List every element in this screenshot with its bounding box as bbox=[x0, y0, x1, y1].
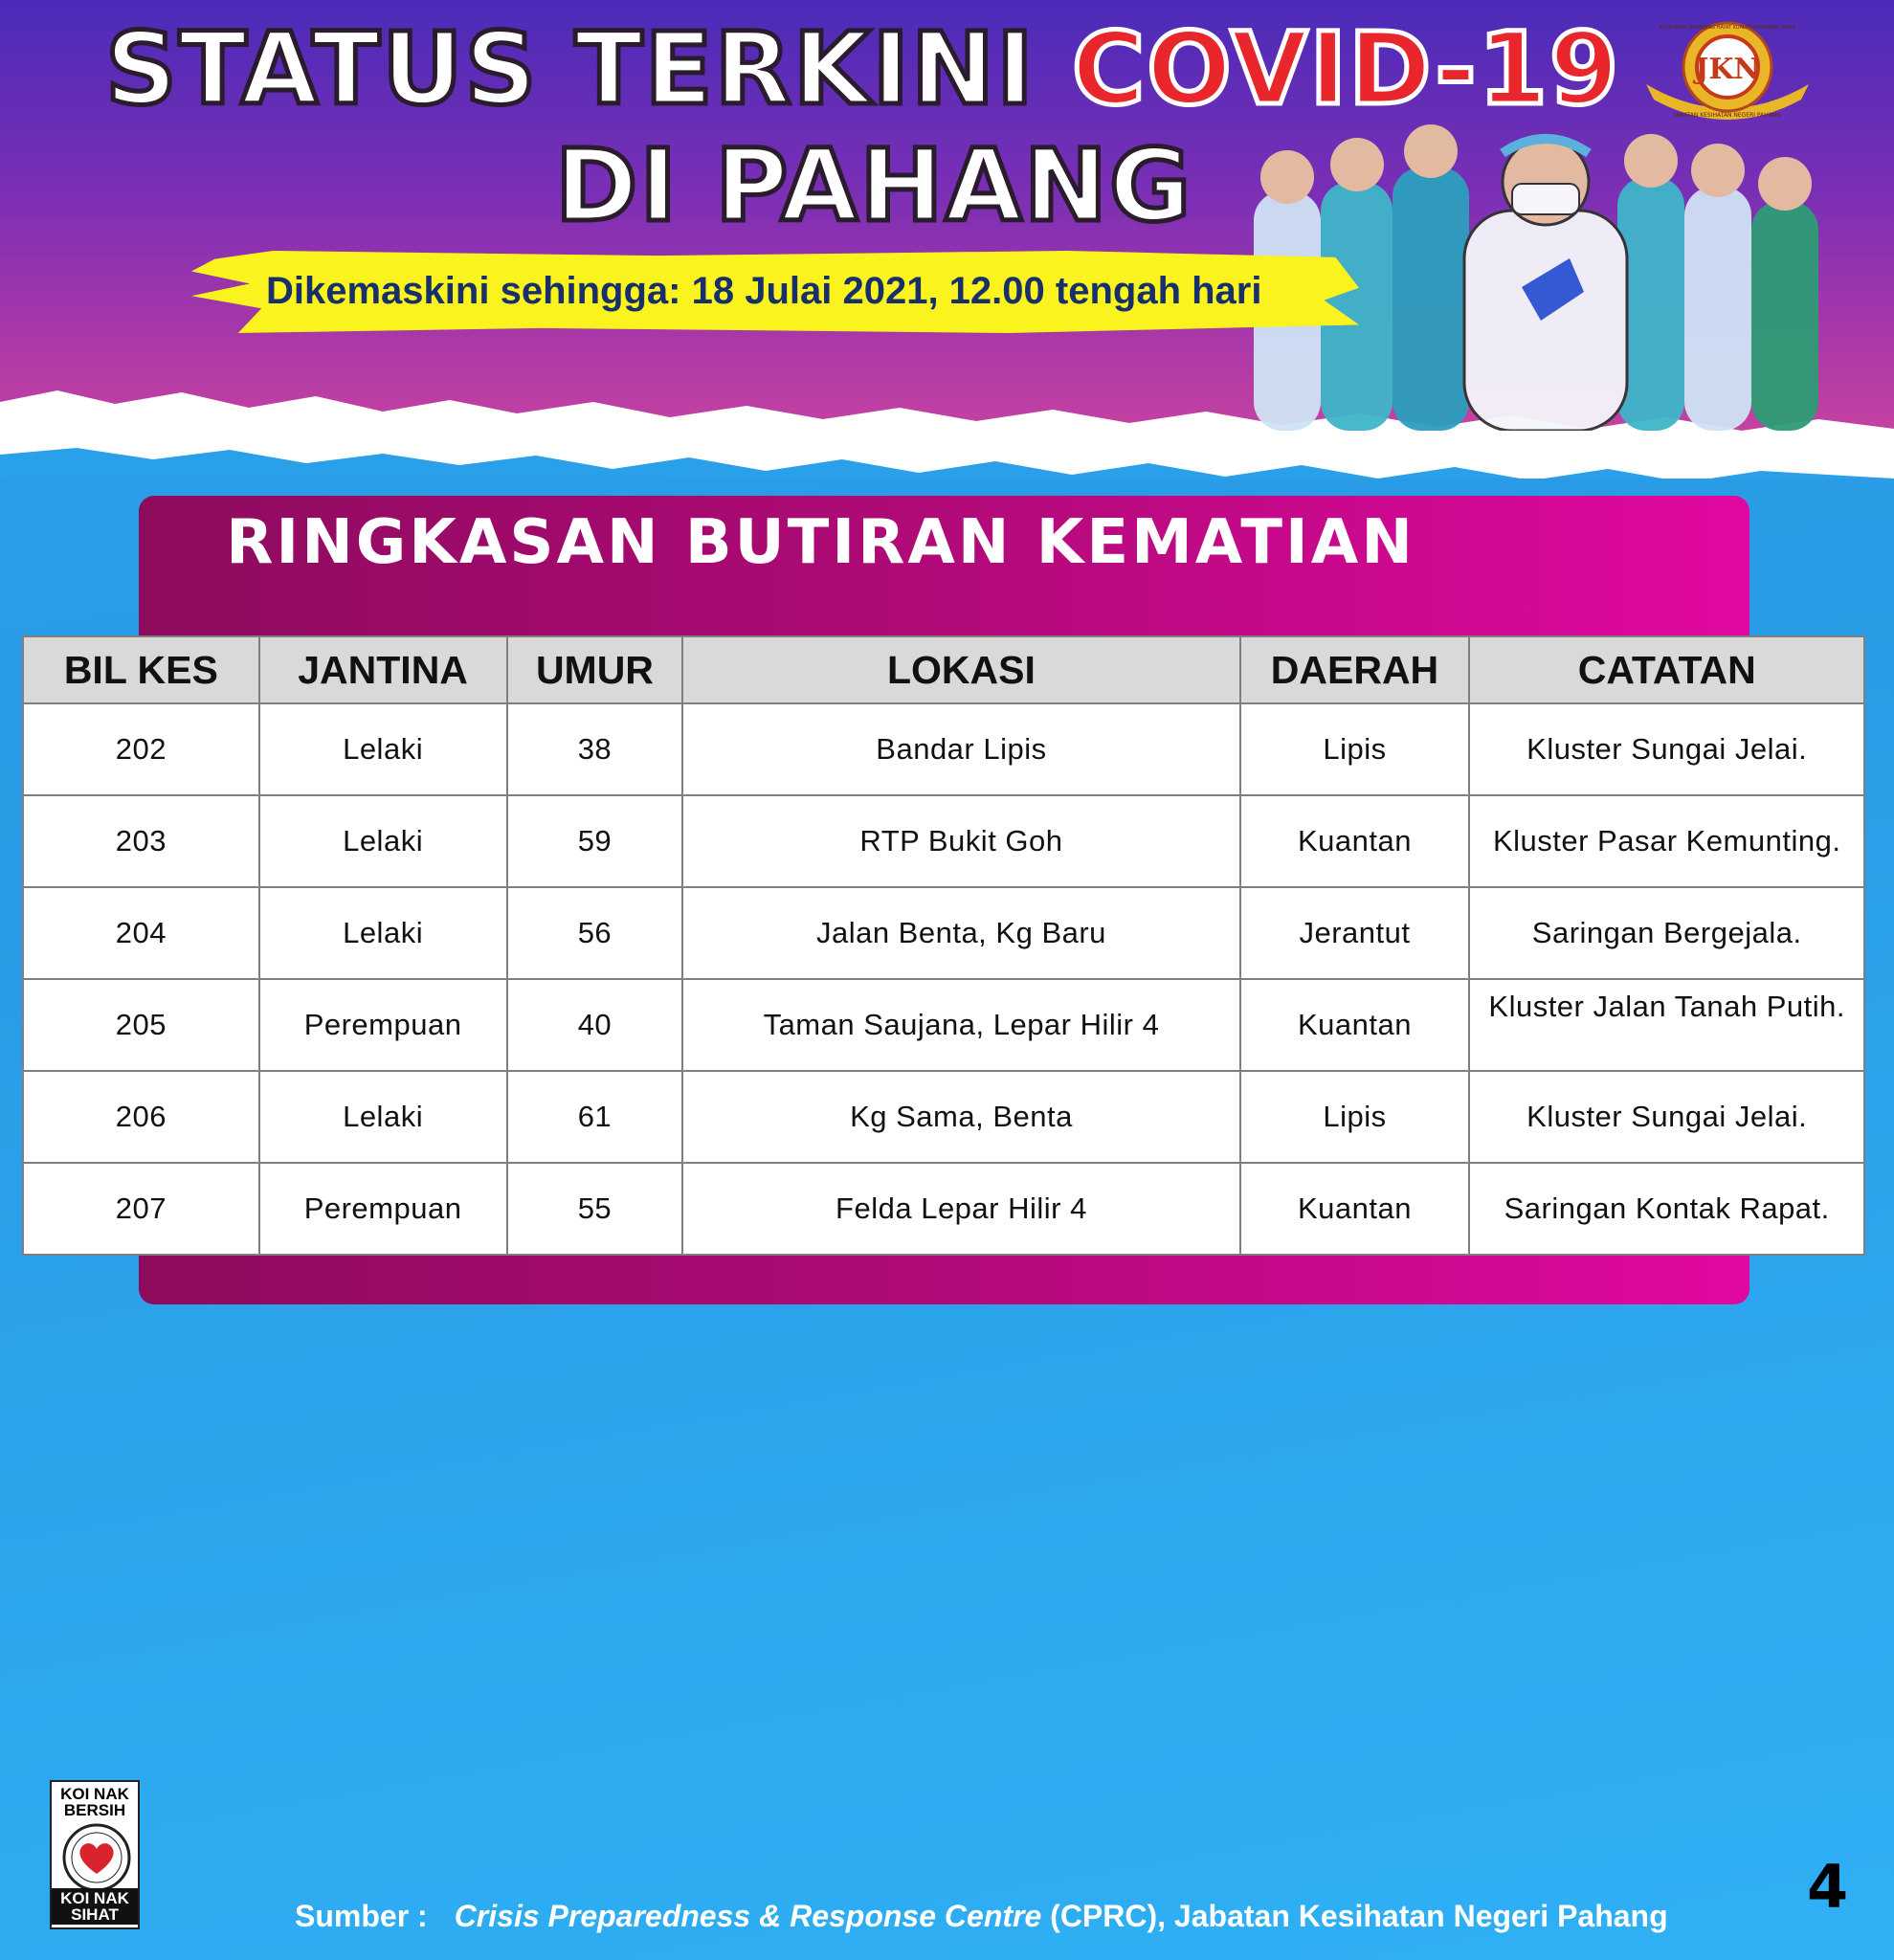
cell-bil-kes: 202 bbox=[23, 703, 259, 795]
title-covid-highlight: COVID-19 bbox=[1071, 11, 1621, 127]
cell-lokasi: Taman Saujana, Lepar Hilir 4 bbox=[682, 979, 1239, 1071]
title-part1: STATUS TERKINI bbox=[105, 11, 1072, 127]
cell-daerah: Jerantut bbox=[1240, 887, 1470, 979]
cell-umur: 40 bbox=[507, 979, 683, 1071]
cell-jantina: Lelaki bbox=[259, 887, 507, 979]
source-rest: (CPRC), Jabatan Kesihatan Negeri Pahang bbox=[1041, 1899, 1668, 1933]
cell-jantina: Perempuan bbox=[259, 1163, 507, 1255]
title-line2: DI PAHANG bbox=[555, 127, 1193, 244]
cell-catatan: Kluster Jalan Tanah Putih. bbox=[1469, 979, 1864, 1071]
cell-bil-kes: 204 bbox=[23, 887, 259, 979]
section-title: RINGKASAN BUTIRAN KEMATIAN bbox=[226, 507, 1415, 578]
cell-bil-kes: 207 bbox=[23, 1163, 259, 1255]
cell-lokasi: Bandar Lipis bbox=[682, 703, 1239, 795]
cell-daerah: Kuantan bbox=[1240, 979, 1470, 1071]
source-credit bbox=[295, 1899, 1668, 1934]
cell-catatan: Saringan Bergejala. bbox=[1469, 887, 1864, 979]
cell-umur: 38 bbox=[507, 703, 683, 795]
cell-daerah: Kuantan bbox=[1240, 1163, 1470, 1255]
header-umur: UMUR bbox=[507, 636, 683, 703]
header-jantina: JANTINA bbox=[259, 636, 507, 703]
logo-caption: JABATAN KESIHATAN NEGERI PAHANG bbox=[1673, 112, 1782, 119]
table-row bbox=[23, 887, 1864, 979]
cell-catatan: Kluster Sungai Jelai. bbox=[1469, 703, 1864, 795]
cell-lokasi: Kg Sama, Benta bbox=[682, 1071, 1239, 1163]
cell-umur: 55 bbox=[507, 1163, 683, 1255]
cell-lokasi: RTP Bukit Goh bbox=[682, 795, 1239, 887]
cell-umur: 59 bbox=[507, 795, 683, 887]
cell-umur: 56 bbox=[507, 887, 683, 979]
header-catatan: CATATAN bbox=[1469, 636, 1864, 703]
header-lokasi: LOKASI bbox=[682, 636, 1239, 703]
table-row bbox=[23, 795, 1864, 887]
cell-jantina: Perempuan bbox=[259, 979, 507, 1071]
jkn-logo bbox=[1637, 17, 1818, 122]
cell-bil-kes: 203 bbox=[23, 795, 259, 887]
cell-lokasi: Felda Lepar Hilir 4 bbox=[682, 1163, 1239, 1255]
update-timestamp: Dikemaskini sehingga: 18 Julai 2021, 12.00 tengah hari bbox=[266, 270, 1262, 312]
deaths-table bbox=[22, 635, 1865, 1256]
header-banner bbox=[0, 0, 1894, 479]
logo-arc-text: KESIHATAN SEPANJANG HAYAT KUALITI SEPANJANG MASA bbox=[1660, 25, 1795, 31]
table-row bbox=[23, 979, 1864, 1071]
table-row bbox=[23, 1071, 1864, 1163]
table-header-row bbox=[23, 636, 1864, 703]
page-number: 4 bbox=[1807, 1852, 1849, 1922]
heart-hands-icon bbox=[61, 1822, 132, 1893]
cell-jantina: Lelaki bbox=[259, 703, 507, 795]
table-row bbox=[23, 703, 1864, 795]
badge-bottom-text: KOI NAK SIHAT bbox=[52, 1888, 138, 1925]
logo-jkn-text: JKN bbox=[1695, 53, 1760, 86]
cell-jantina: Lelaki bbox=[259, 795, 507, 887]
header-bil-kes: BIL KES bbox=[23, 636, 259, 703]
koi-nak-sihat-badge bbox=[50, 1780, 140, 1929]
cell-daerah: Lipis bbox=[1240, 1071, 1470, 1163]
cell-lokasi: Jalan Benta, Kg Baru bbox=[682, 887, 1239, 979]
badge-top-text: KOI NAK BERSIH bbox=[60, 1785, 129, 1819]
cell-catatan: Kluster Sungai Jelai. bbox=[1469, 1071, 1864, 1163]
cell-bil-kes: 206 bbox=[23, 1071, 259, 1163]
source-org: Crisis Preparedness & Response Centre bbox=[454, 1899, 1042, 1933]
cell-catatan: Kluster Pasar Kemunting. bbox=[1469, 795, 1864, 887]
source-label: Sumber : bbox=[295, 1899, 428, 1933]
table-row bbox=[23, 1163, 1864, 1255]
header-daerah: DAERAH bbox=[1240, 636, 1470, 703]
cell-daerah: Lipis bbox=[1240, 703, 1470, 795]
cell-catatan: Saringan Kontak Rapat. bbox=[1469, 1163, 1864, 1255]
main-title bbox=[105, 11, 1621, 127]
cell-daerah: Kuantan bbox=[1240, 795, 1470, 887]
cell-bil-kes: 205 bbox=[23, 979, 259, 1071]
cell-jantina: Lelaki bbox=[259, 1071, 507, 1163]
cell-umur: 61 bbox=[507, 1071, 683, 1163]
